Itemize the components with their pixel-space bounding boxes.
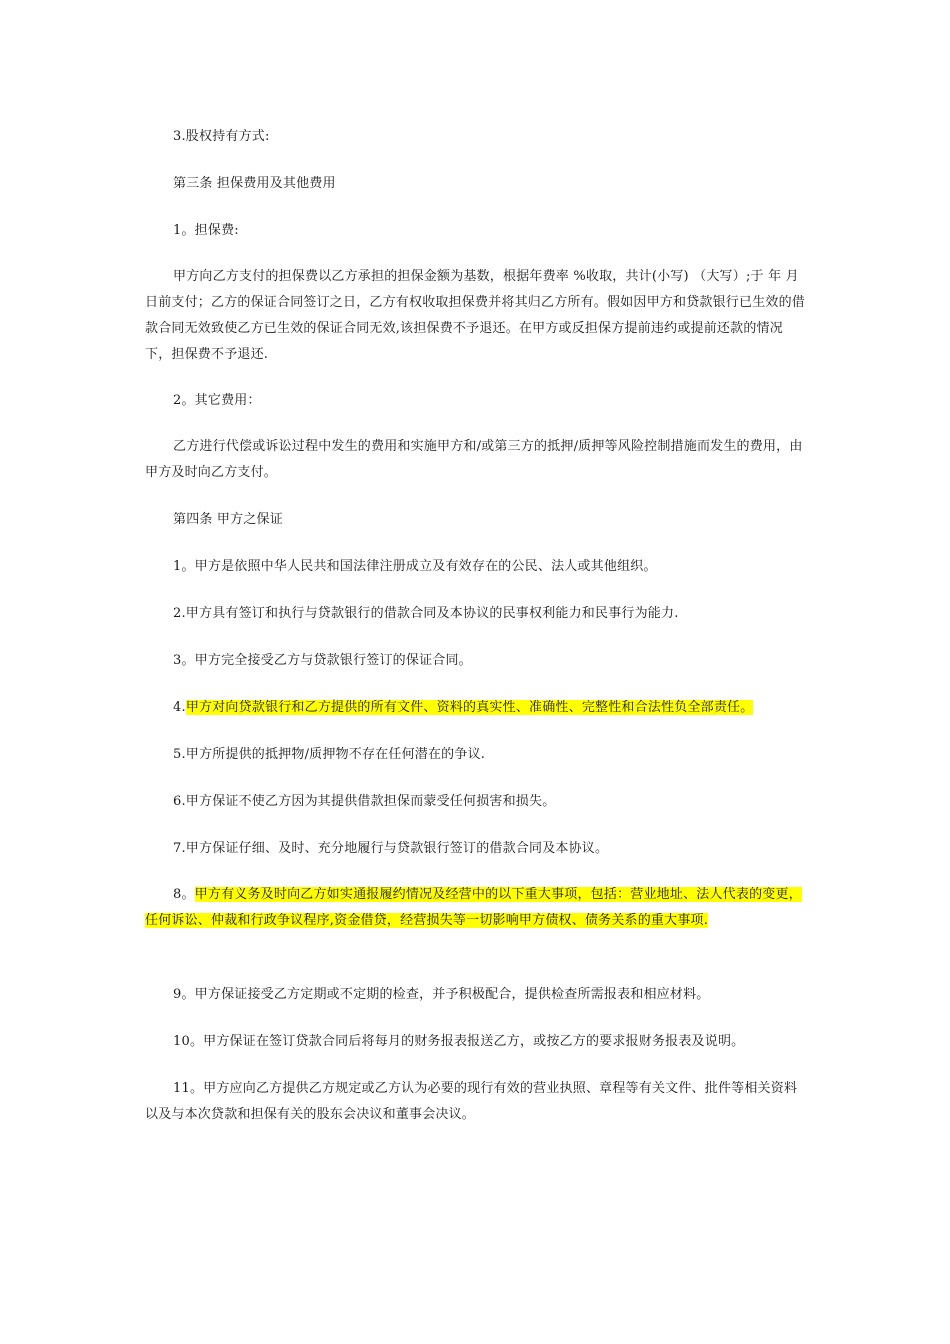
paragraph-guarantee-fee-title: 1。担保费: <box>173 223 239 238</box>
heading-article-3: 第三条 担保费用及其他费用 <box>173 176 336 191</box>
clause-4-number: 4. <box>173 700 186 715</box>
heading-article-4: 第四条 甲方之保证 <box>173 512 283 527</box>
paragraph-guarantee-fee-body: 甲方向乙方支付的担保费以乙方承担的担保金额为基数，根据年费率 %收取，共计(小写) （大写）;于 年 月 日前支付；乙方的保证合同签订之日，乙方有权收取担保费并将其归乙方所有。假如因甲方和贷款银行已生效的借款合同无效致使乙方已生效的保证合同无效,该担保费不予退还。在甲方或反担保方提前违约或提前还款的情况下，担保费不予退还. <box>145 269 806 362</box>
paragraph-clause-6: 6.甲方保证不使乙方因为其提供借款担保而蒙受任何损害和损失。 <box>173 794 556 809</box>
paragraph-clause-3: 3。甲方完全接受乙方与贷款银行签订的保证合同。 <box>173 653 472 668</box>
paragraph-clause-7: 7.甲方保证仔细、及时、充分地履行与贷款银行签订的借款合同及本协议。 <box>173 841 609 856</box>
paragraph-other-fees-title: 2。其它费用： <box>173 393 261 408</box>
clause-8-number: 8。 <box>173 887 195 902</box>
paragraph-clause-11: 11。甲方应向乙方提供乙方规定或乙方认为必要的现行有效的营业执照、章程等有关文件、批件等相关资料以及与本次贷款和担保有关的股东会决议和董事会决议。 <box>145 1081 798 1122</box>
paragraph-shareholding-method: 3.股权持有方式: <box>173 129 270 144</box>
paragraph-clause-10: 10。甲方保证在签订贷款合同后将每月的财务报表报送乙方，或按乙方的要求报财务报表及说明。 <box>173 1034 745 1049</box>
paragraph-clause-1: 1。甲方是依照中华人民共和国法律注册成立及有效存在的公民、法人或其他组织。 <box>173 559 657 574</box>
paragraph-clause-8 <box>145 882 805 934</box>
paragraph-clause-2: 2.甲方具有签订和执行与贷款银行的借款合同及本协议的民事权利能力和民事行为能力. <box>173 606 679 621</box>
paragraph-other-fees-body: 乙方进行代偿或诉讼过程中发生的费用和实施甲方和/或第三方的抵押/质押等风险控制措施而发生的费用，由甲方及时向乙方支付。 <box>145 439 803 480</box>
paragraph-clause-4 <box>145 695 805 721</box>
clause-8-highlighted-text: 甲方有义务及时向乙方如实通报履约情况及经营中的以下重大事项，包括：营业地址、法人代表的变更，任何诉讼、仲裁和行政争议程序,资金借贷，经营损失等一切影响甲方债权、债务关系的重大事项. <box>145 887 802 928</box>
paragraph-clause-5: 5.甲方所提供的抵押物/质押物不存在任何潜在的争议. <box>173 747 486 762</box>
clause-4-highlighted-text: 甲方对向贷款银行和乙方提供的所有文件、资料的真实性、准确性、完整性和合法性负全部责任。 <box>185 700 754 715</box>
paragraph-clause-9: 9。甲方保证接受乙方定期或不定期的检查，并予积极配合，提供检查所需报表和相应材料。 <box>173 987 710 1002</box>
